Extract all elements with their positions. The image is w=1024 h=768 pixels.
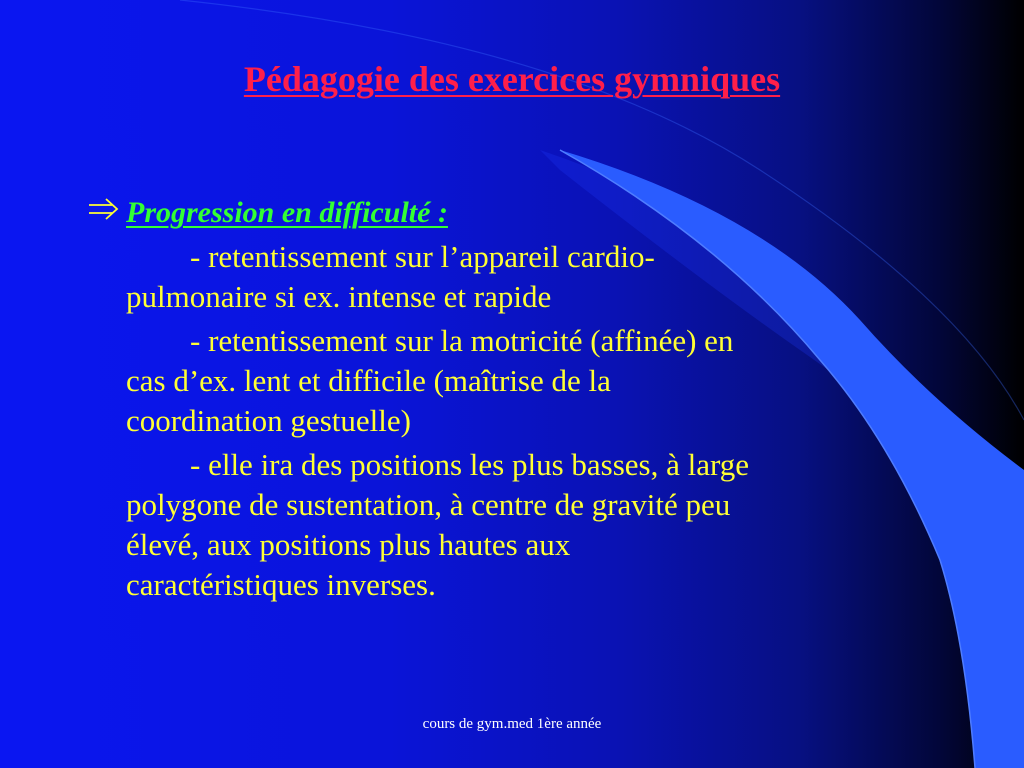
slide-body (126, 192, 926, 605)
paragraph-positions: - elle ira des positions les plus basses, à large polygone de sustentation, à centre de gravité peu élevé, aux positions plus hautes aux caractéristiques inverses. (126, 447, 750, 602)
slide-footer: cours de gym.med 1ère année (422, 716, 602, 732)
paragraph-cardio: - retentissement sur l’appareil cardio- pulmonaire si ex. intense et rapide (126, 239, 655, 314)
slide-title: Pédagogie des exercices gymniques (243, 59, 781, 99)
paragraph-motricite: - retentissement sur la motricité (affinée) en cas d’ex. lent et difficile (maîtrise de la coordination gestuelle) (126, 323, 734, 438)
bullet-heading-line (126, 192, 926, 233)
double-right-arrow-icon (86, 194, 122, 224)
section-heading: Progression en difficulté : (126, 196, 448, 229)
